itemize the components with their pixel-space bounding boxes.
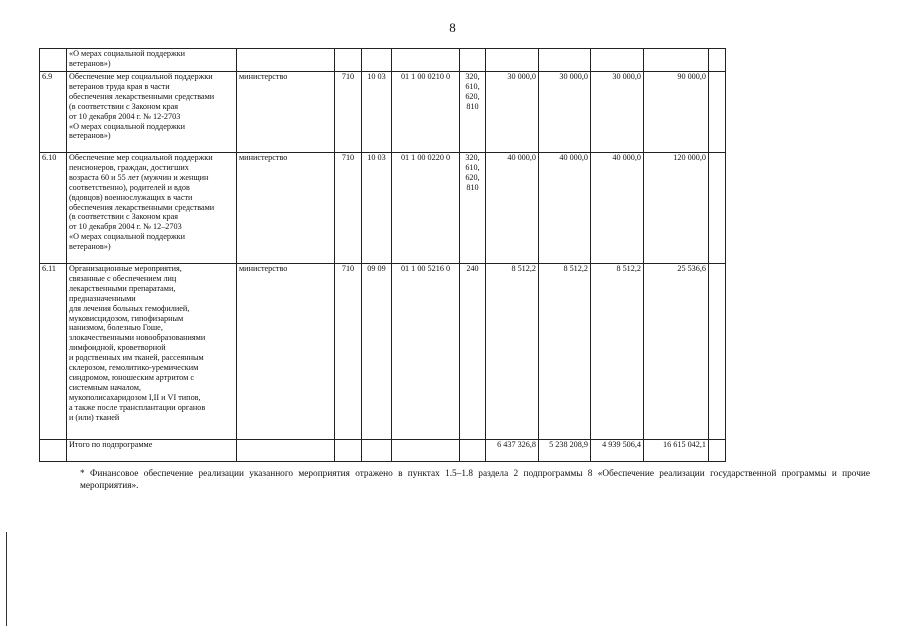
- cell-year2: [539, 49, 591, 72]
- table-row: [40, 49, 726, 72]
- cell-grbs: [335, 49, 362, 72]
- cell-name: Обеспечение мер социальной поддержки ветеранов труда края в части обеспечения лекарственными средствами (в соответствии с Законом края от 10 декабря 2004 г. № 12-2703 «О мерах социальной поддержки ветеранов»): [67, 72, 237, 153]
- total-sum: 16 615 042,1: [644, 440, 709, 462]
- cell-extra: [709, 264, 726, 440]
- subprogram-table: [39, 48, 726, 462]
- cell-year1: 8 512,2: [486, 264, 539, 440]
- cell-executor: министерство: [237, 264, 335, 440]
- total-year2: 5 238 208,9: [539, 440, 591, 462]
- total-year1: 6 437 326,8: [486, 440, 539, 462]
- cell-rzpr: 10 03: [362, 153, 392, 264]
- table-row: [40, 72, 726, 153]
- cell-name: Организационные мероприятия, связанные с обеспечением лиц лекарственными препаратами, предназначенными для лечения больных гемофилией, муковисцидозом, гипофизарным нанизмом, болезнью Гоше, злокачественными новообразованиями лимфоидной, кроветворной и родственных им тканей, рассеянным склерозом, гемолитико-уремическим синдромом, юношеским артритом с системным началом, мукополисахаридозом I,II и VI типов, а также после трансплантации органов и (или) тканей: [67, 264, 237, 440]
- cell-vr: 320, 610, 620, 810: [460, 153, 486, 264]
- cell-total: 120 000,0: [644, 153, 709, 264]
- cell-grbs: 710: [335, 153, 362, 264]
- total-row: [40, 440, 726, 462]
- cell-no: 6.9: [40, 72, 67, 153]
- cell-grbs: 710: [335, 264, 362, 440]
- cell-year2: 40 000,0: [539, 153, 591, 264]
- table-body: [40, 49, 726, 462]
- cell-csr: 01 1 00 5216 0: [392, 264, 460, 440]
- cell-total: 90 000,0: [644, 72, 709, 153]
- cell-executor: министерство: [237, 153, 335, 264]
- cell-csr: 01 1 00 0220 0: [392, 153, 460, 264]
- cell-executor: министерство: [237, 72, 335, 153]
- cell-csr: [392, 49, 460, 72]
- cell-name: Обеспечение мер социальной поддержки пенсионеров, граждан, достигших возраста 60 и 55 лет (мужчин и женщин соответственно), родителей и вдов (вдовцов) военнослужащих в части обеспечения лекарственными средствами (в соответствии с Законом края от 10 декабря 2004 г. № 12–2703 «О мерах социальной поддержки ветеранов»): [67, 153, 237, 264]
- cell-no: 6.11: [40, 264, 67, 440]
- cell-rzpr: 10 03: [362, 72, 392, 153]
- footnote: * Финансовое обеспечение реализации указанного мероприятия отражено в пунктах 1.5–1.8 раздела 2 подпрограммы 8 «Обеспечение реализации государственной программы и прочие мероприятия».: [80, 469, 870, 491]
- cell-year3: 8 512,2: [591, 264, 644, 440]
- cell-year2: 8 512,2: [539, 264, 591, 440]
- cell-vr: 240: [460, 264, 486, 440]
- cell-name: «О мерах социальной поддержки ветеранов»): [67, 49, 237, 72]
- cell-rzpr: 09 09: [362, 264, 392, 440]
- cell-vr: [460, 49, 486, 72]
- cell-csr: 01 1 00 0210 0: [392, 72, 460, 153]
- table-row: [40, 153, 726, 264]
- page-number: 8: [449, 20, 456, 35]
- cell-year1: 30 000,0: [486, 72, 539, 153]
- cell-year1: 40 000,0: [486, 153, 539, 264]
- total-label: Итого по подпрограмме: [67, 440, 237, 462]
- cell-year1: [486, 49, 539, 72]
- cell-total: [644, 49, 709, 72]
- margin-line: [6, 532, 7, 626]
- cell-executor: [237, 440, 335, 462]
- cell-year3: 40 000,0: [591, 153, 644, 264]
- cell-rzpr: [362, 49, 392, 72]
- cell-grbs: 710: [335, 72, 362, 153]
- cell-rzpr: [362, 440, 392, 462]
- cell-year3: 30 000,0: [591, 72, 644, 153]
- cell-extra: [709, 72, 726, 153]
- cell-year2: 30 000,0: [539, 72, 591, 153]
- cell-no: 6.10: [40, 153, 67, 264]
- cell-no: [40, 440, 67, 462]
- cell-vr: [460, 440, 486, 462]
- total-year3: 4 939 506,4: [591, 440, 644, 462]
- table-row: [40, 264, 726, 440]
- cell-grbs: [335, 440, 362, 462]
- cell-csr: [392, 440, 460, 462]
- cell-year3: [591, 49, 644, 72]
- cell-extra: [709, 440, 726, 462]
- cell-total: 25 536,6: [644, 264, 709, 440]
- cell-no: [40, 49, 67, 72]
- cell-executor: [237, 49, 335, 72]
- cell-extra: [709, 153, 726, 264]
- cell-vr: 320, 610, 620, 810: [460, 72, 486, 153]
- cell-extra: [709, 49, 726, 72]
